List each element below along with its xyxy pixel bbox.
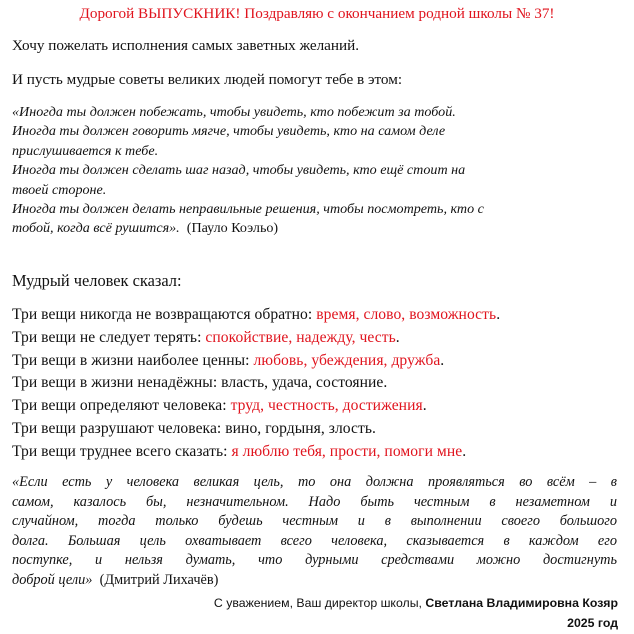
quote-line: поступке, и нельзя думать, что дурными средствами можно достигнуть: [12, 552, 617, 569]
quote-line: прислушивается к тебе.: [12, 142, 159, 159]
intro-paragraph: И пусть мудрые советы великих людей помогут тебе в этом:: [12, 71, 403, 88]
three-things-item: [12, 350, 627, 373]
item-suffix: .: [440, 351, 445, 369]
item-suffix: .: [422, 397, 427, 415]
quote-line: случайном, тогда только будешь честным и в выполнении своего большого: [12, 513, 617, 530]
wise-man-heading: Мудрый человек сказал:: [12, 271, 182, 290]
director-name: Светлана Владимировна Козяр: [425, 596, 618, 610]
item-text: Три вещи разрушают человека: вино, гордыня, злость.: [12, 419, 376, 437]
quote-line: Иногда ты должен сделать шаг назад, чтобы увидеть, кто ещё стоит на: [12, 162, 466, 179]
wish-paragraph: Хочу пожелать исполнения самых заветных желаний.: [12, 37, 360, 54]
quote-line: Иногда ты должен говорить мягче, чтобы увидеть, кто на самом деле: [12, 123, 446, 140]
three-things-item: [12, 441, 627, 464]
item-text: Три вещи в жизни наиболее ценны:: [12, 351, 254, 369]
item-text: Три вещи определяют человека:: [12, 397, 231, 415]
quote-line: «Если есть у человека великая цель, то она должна проявляться во всём – в: [12, 474, 617, 490]
likhachev-quote: [12, 473, 617, 591]
item-text: Три вещи труднее всего сказать:: [12, 442, 232, 460]
signature-prefix: С уважением, Ваш директор школы,: [213, 596, 426, 610]
three-things-item: [12, 372, 627, 395]
item-text: Три вещи никогда не возвращаются обратно:: [12, 306, 317, 323]
three-things-item: [12, 395, 627, 418]
quote-author: (Пауло Коэльо): [186, 220, 279, 237]
item-text: Три вещи в жизни ненадёжны: власть, удача, состояние.: [12, 374, 388, 392]
item-highlight: любовь, убеждения, дружба: [253, 351, 441, 369]
item-text: Три вещи не следует терять:: [12, 328, 206, 346]
quote-line: «Иногда ты должен побежать, чтобы увидеть, кто побежит за тобой.: [12, 104, 456, 120]
quote-line: долга. Большая цель охватывает всего человека, сказывается в каждом его: [12, 532, 617, 549]
item-highlight: спокойствие, надежду, честь: [205, 328, 396, 346]
three-things-item: [12, 418, 627, 441]
quote-line: самом, казалось бы, незначительном. Надо быть честным в незаметном и: [12, 493, 617, 510]
item-suffix: .: [395, 328, 400, 346]
greeting-title: Дорогой ВЫПУСКНИК! Поздравляю с окончанием родной школы № 37!: [79, 5, 555, 22]
coelho-quote: [12, 103, 612, 239]
item-suffix: .: [496, 306, 501, 323]
quote-line: твоей стороне.: [12, 181, 107, 198]
year: 2025 год: [567, 616, 618, 630]
quote-author: (Дмитрий Лихачёв): [99, 571, 219, 588]
item-highlight: труд, честность, достижения: [230, 397, 423, 415]
item-highlight: я люблю тебя, прости, помоги мне: [231, 442, 463, 460]
quote-line-last: [12, 571, 617, 591]
three-things-list: [12, 304, 627, 464]
quote-last-text: тобой, когда всё рушится».: [12, 220, 180, 237]
item-highlight: время, слово, возможность: [316, 306, 497, 323]
three-things-item: [12, 327, 627, 350]
quote-line: Иногда ты должен делать неправильные решения, чтобы посмотреть, кто с: [12, 201, 484, 218]
three-things-item: [12, 304, 627, 327]
item-suffix: .: [462, 442, 467, 460]
quote-line-last: [12, 219, 612, 238]
signature: [214, 596, 618, 610]
quote-last-text: доброй цели»: [12, 571, 93, 588]
